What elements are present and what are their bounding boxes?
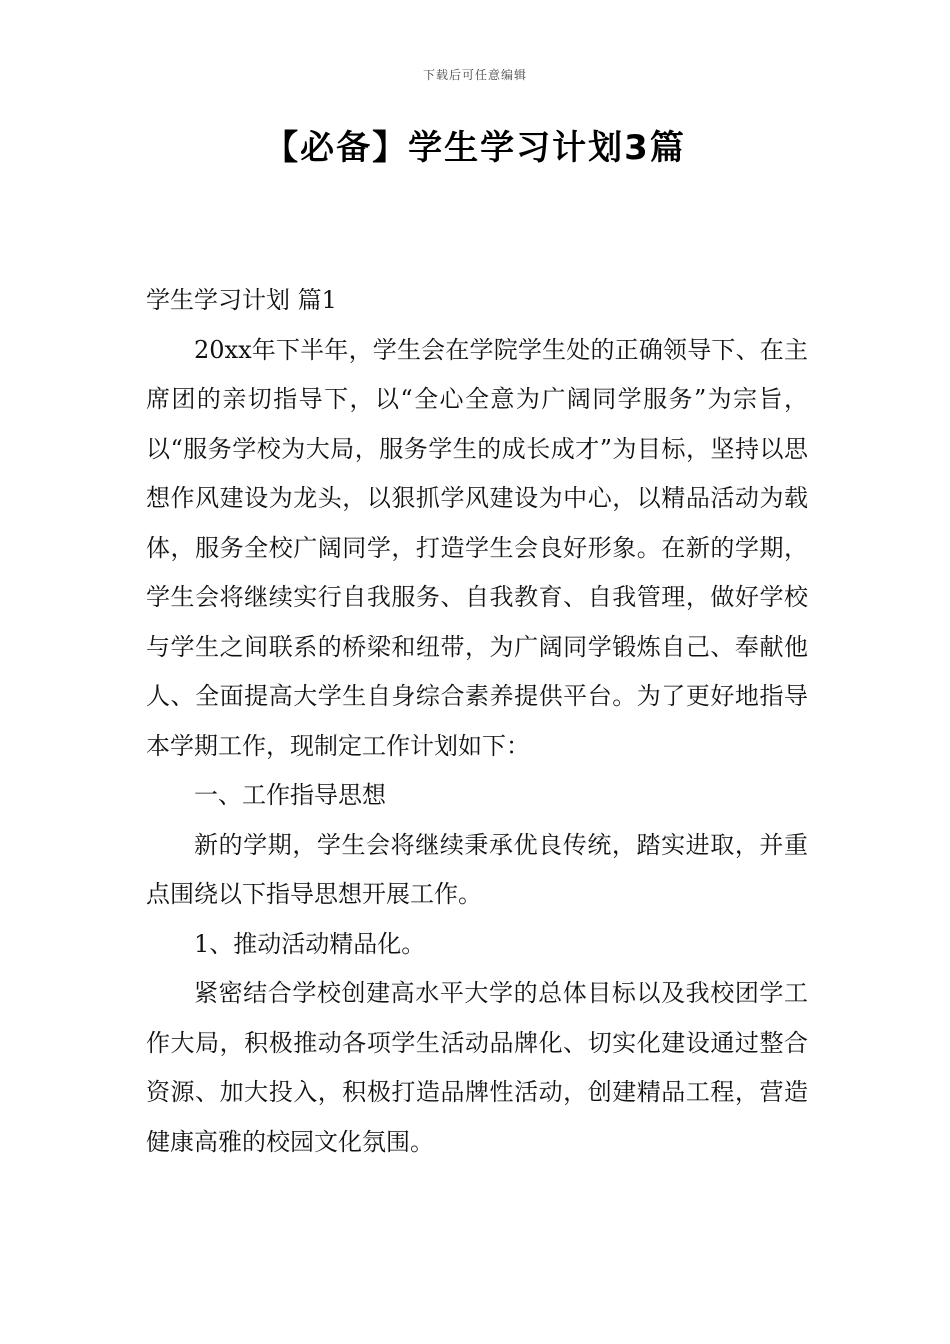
download-note: 下载后可任意编辑 xyxy=(422,68,527,82)
paragraph-intro: 20xx年下半年，学生会在学院学生处的正确领导下、在主席团的亲切指导下，以“全心全意为广阔同学服务”为宗旨，以“服务学校为大局，服务学生的成长成才”为目标，坚持以思想作风建设为龙头，以狠抓学风建设为中心，以精品活动为载体，服务全校广阔同学，打造学生会良好形象。在新的学期，学生会将继续实行自我服务、自我教育、自我管理，做好学校与学生之间联系的桥梁和纽带，为广阔同学锻炼自己、奉献他人、全面提高大学生自身综合素养提供平台。为了更好地指导本学期工作，现制定工作计划如下： xyxy=(146,335,808,760)
paragraph-activity-quality: 紧密结合学校创建高水平大学的总体目标以及我校团学工作大局，积极推动各项学生活动品牌化、切实化建设通过整合资源、加大投入，积极打造品牌性活动，创建精品工程，营造健康高雅的校园文化氛围。 xyxy=(146,979,808,1156)
subheading-guiding-ideology: 一、工作指导思想 xyxy=(194,781,386,809)
document-title: 【必备】学生学习计划3篇 xyxy=(264,128,686,168)
paragraph-guiding-ideology: 新的学期，学生会将继续秉承优良传统，踏实进取，并重点围绕以下指导思想开展工作。 xyxy=(146,830,808,908)
document-body xyxy=(146,276,808,1167)
section-heading: 学生学习计划 篇1 xyxy=(146,286,337,314)
list-item-activity-quality: 1、推动活动精品化。 xyxy=(194,929,426,958)
